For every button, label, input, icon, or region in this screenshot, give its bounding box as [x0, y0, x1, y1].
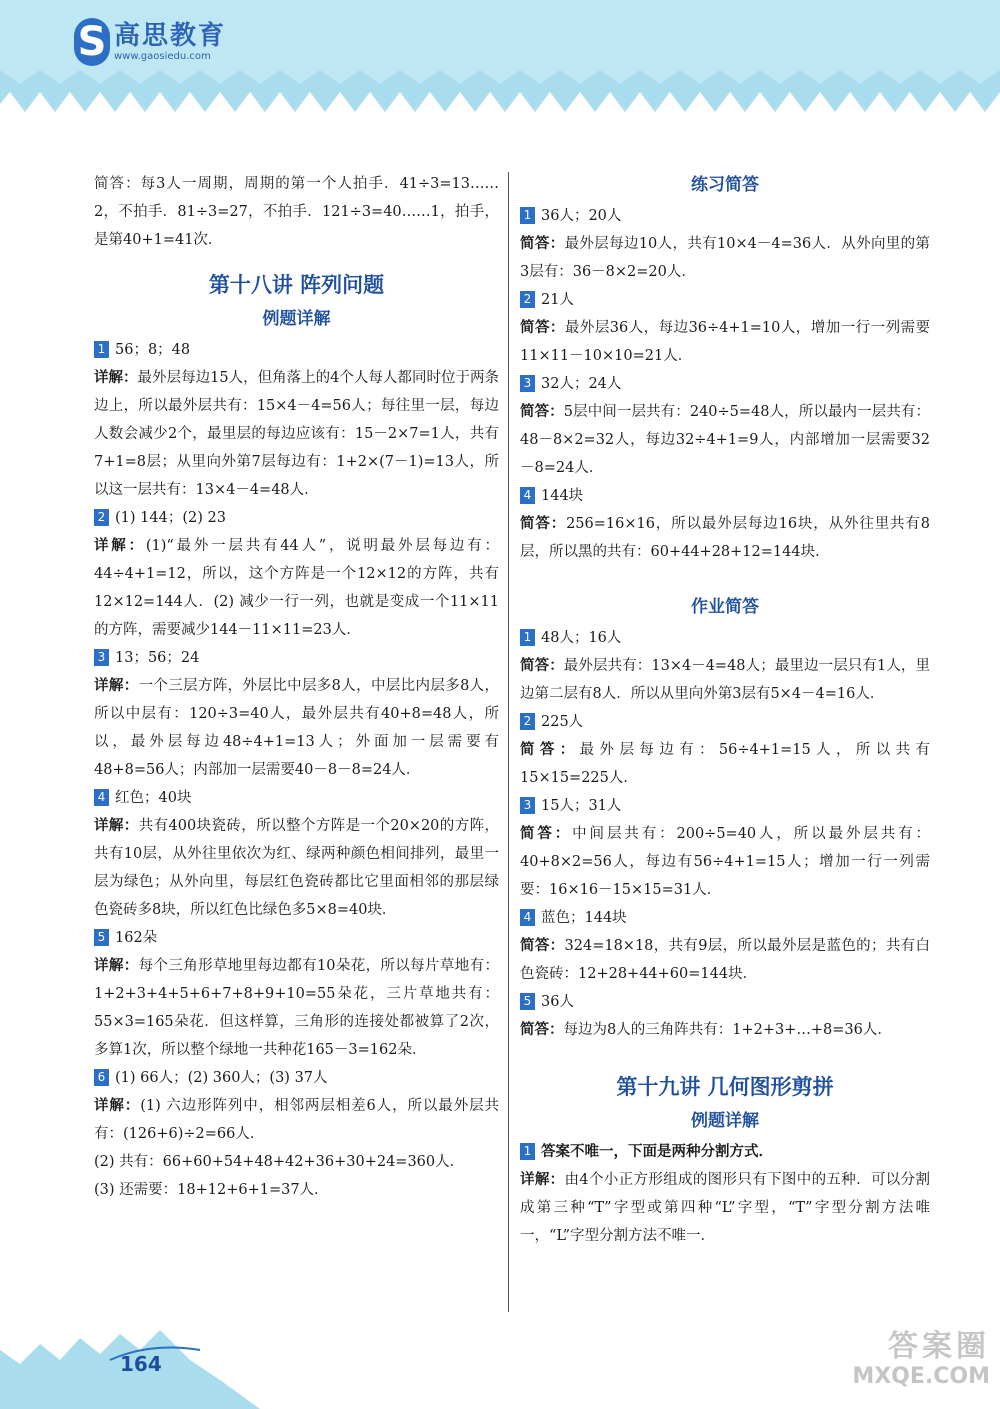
item-answer: 21人 [541, 292, 574, 308]
item-explanation: 每个三角形草地里每边都有10朵花，所以每片草地有：1+2+3+4+5+6+7+8+9+10=55朵花，三片草地共有：55×3=165朵花．但这样算，三角形的连接处都被算了2次，多算1次，所以整个绿地一共种花165－3=162朵． [94, 958, 500, 1058]
item-explanation: 最外层共有：13×4－4=48人；最里边一层只有1人，里边第二层有8人．所以从里向外第3层有5×4－4=16人． [520, 658, 931, 702]
item-explanation: (1)“最外一层共有44人”，说明最外层每边有：44÷4+1=12，所以，这个方阵是一个12×12的方阵，共有12×12=144人．(2) 减少一行一列，也就是变成一个11×11的方阵，需要减少144－11×11=23人． [94, 538, 499, 638]
homework-item [520, 904, 930, 988]
item-answer: 蓝色；144块 [541, 910, 627, 926]
item-extra-line: (2) 共有：66+60+54+48+42+36+30+24=360人． [94, 1154, 465, 1170]
item-label: 简答： [520, 403, 564, 420]
item-label: 详解： [94, 369, 138, 386]
example-item [520, 1138, 930, 1250]
lesson19-section-title: 例题详解 [691, 1111, 759, 1131]
item-answer: (1) 66人；(2) 360人；(3) 37人 [115, 1070, 328, 1086]
item-label: 详解： [520, 1171, 565, 1188]
example-item [94, 644, 499, 784]
item-number-badge: 2 [520, 713, 535, 730]
column-divider [508, 172, 509, 1312]
item-label: 详解： [94, 817, 139, 834]
item-number-badge: 3 [520, 797, 535, 814]
item-answer: (1) 144；(2) 23 [115, 510, 226, 526]
item-answer: 36人 [541, 994, 574, 1010]
item-number-badge: 1 [520, 1143, 535, 1160]
practice-section-title: 练习简答 [691, 175, 759, 195]
item-explanation: 256=16×16，所以最外层每边16块，从外往里共有8层，所以黑的共有：60+44+28+12=144块． [520, 516, 930, 560]
item-label: 简答： [520, 825, 573, 842]
item-number-badge: 2 [520, 291, 535, 308]
homework-section-title: 作业简答 [691, 597, 759, 617]
item-answer: 红色；40块 [115, 790, 192, 806]
item-answer: 答案不唯一，下面是两种分割方式． [541, 1143, 773, 1160]
homework-item [520, 988, 930, 1044]
example-item [94, 784, 499, 924]
lesson18-title: 第十八讲 阵列问题 [208, 273, 385, 297]
item-number-badge: 1 [520, 629, 535, 646]
item-explanation: 中间层共有：200÷5=40人，所以最外层共有：40+8×2=56人，每边有56÷4+1=15人；增加一行一列需要：16×16－15×15=31人． [520, 826, 931, 898]
item-label: 简答： [520, 657, 564, 674]
homework-item [520, 624, 930, 708]
item-number-badge: 5 [94, 929, 109, 946]
item-explanation: 共有400块瓷砖，所以整个方阵是一个20×20的方阵，共有10层，从外往里依次为红、绿两种颜色相间排列，最里一层为绿色；从外向里，每层红色瓷砖都比它里面相邻的那层绿色瓷砖多8块，所以红色比绿色多5×8=40块． [94, 818, 500, 918]
item-extra-line: (3) 还需要：18+12+6+1=37人． [94, 1182, 329, 1198]
item-number-badge: 1 [94, 341, 109, 358]
practice-item [520, 370, 930, 482]
item-label: 详解： [94, 677, 139, 694]
item-explanation: 5层中间一层共有：240÷5=48人，所以最内一层共有：48－8×2=32人，每边32÷4+1=9人，内部增加一层需要32－8=24人． [520, 404, 931, 476]
example-item [94, 924, 499, 1064]
item-label: 简答： [520, 937, 565, 954]
item-answer: 56；8；48 [115, 342, 191, 358]
homework-item [520, 792, 930, 904]
example-item [94, 504, 499, 644]
page-number: 164 [120, 1352, 162, 1376]
practice-item [520, 286, 930, 370]
item-label: 简答： [520, 319, 565, 336]
item-explanation: 每边为8人的三角阵共有：1+2+3+…+8=36人． [563, 1022, 892, 1038]
item-explanation: 最外层每边有：56÷4+1=15人，所以共有15×15=225人． [520, 742, 930, 786]
item-explanation: 一个三层方阵，外层比中层多8人，中层比内层多8人，所以中层有：120÷3=40人，最外层共有40+8=48人，所以，最外层每边48÷4+1=13人；外面加一层需要有48+8=56人；内部加一层需要40－8－8=24人． [94, 678, 499, 778]
item-label: 简答： [520, 741, 580, 758]
lesson18-section-title: 例题详解 [262, 309, 331, 329]
brand-s-icon: S [74, 18, 110, 66]
item-label: 简答： [520, 1021, 564, 1038]
item-label: 简答： [520, 235, 565, 252]
practice-item [520, 202, 930, 286]
item-number-badge: 2 [94, 509, 109, 526]
brand-name: 高思教育 [114, 21, 227, 51]
item-number-badge: 4 [94, 789, 109, 806]
item-label: 简答： [520, 515, 567, 532]
item-answer: 32人；24人 [541, 376, 622, 392]
item-answer: 144块 [541, 488, 584, 504]
item-label: 详解： [94, 1097, 141, 1114]
item-label: 详解： [94, 537, 146, 554]
item-number-badge: 3 [94, 649, 109, 666]
item-number-badge: 4 [520, 909, 535, 926]
left-column [94, 170, 499, 1204]
item-answer: 48人；16人 [541, 630, 622, 646]
practice-item [520, 482, 930, 566]
item-explanation: 由4个小正方形组成的图形只有下图中的五种．可以分割成第三种“T”字型或第四种“L”字型，“T”字型分割方法唯一，“L”字型分割方法不唯一． [520, 1172, 930, 1244]
item-explanation: 最外层每边15人，但角落上的4个人每人都同时位于两条边上，所以最外层共有：15×4－4=56人；每往里一层，每边人数会减少2个，最里层的每边应该有：15－2×7=1人，共有7+1=8层；从里向外第7层每边有：1+2×(7－1)=13人，所以这一层共有：13×4－4=48人． [94, 370, 499, 498]
watermark [820, 1330, 990, 1390]
item-answer: 225人 [541, 714, 584, 730]
item-answer: 15人；31人 [541, 798, 622, 814]
example-item [94, 1064, 499, 1204]
item-answer: 13；56；24 [115, 650, 200, 666]
item-number-badge: 1 [520, 207, 535, 224]
item-number-badge: 6 [94, 1069, 109, 1086]
item-explanation: 最外层每边10人，共有10×4－4=36人．从外向里的第3层有：36－8×2=20人． [520, 236, 930, 280]
watermark-line1: 答案圈 [888, 1329, 990, 1364]
item-answer: 36人；20人 [541, 208, 622, 224]
item-explanation: 324=18×18，共有9层，所以最外层是蓝色的；共有白色瓷砖：12+28+44+60=144块． [520, 938, 930, 982]
item-explanation: (1) 六边形阵列中，相邻两层相差6人，所以最外层共有：(126+6)÷2=66人． [94, 1098, 500, 1142]
item-label: 详解： [94, 957, 139, 974]
intro-answer: 简答：每3人一周期，周期的第一个人拍手．41÷3=13……2，不拍手．81÷3=27，不拍手．121÷3=40……1，拍手，是第40+1=41次． [94, 176, 499, 248]
brand-logo [74, 18, 226, 66]
item-number-badge: 4 [520, 487, 535, 504]
watermark-line2: MXQE.COM [852, 1364, 990, 1389]
right-column [520, 170, 930, 1250]
example-item [94, 336, 499, 504]
item-explanation: 最外层36人，每边36÷4+1=10人，增加一行一列需要11×11－10×10=21人． [520, 320, 931, 364]
brand-url: www.gaosiedu.com [114, 51, 211, 62]
header-banner [0, 0, 1000, 130]
item-answer: 162朵 [115, 930, 158, 946]
item-number-badge: 3 [520, 375, 535, 392]
item-number-badge: 5 [520, 993, 535, 1010]
homework-item [520, 708, 930, 792]
lesson19-title: 第十九讲 几何图形剪拼 [616, 1075, 834, 1099]
